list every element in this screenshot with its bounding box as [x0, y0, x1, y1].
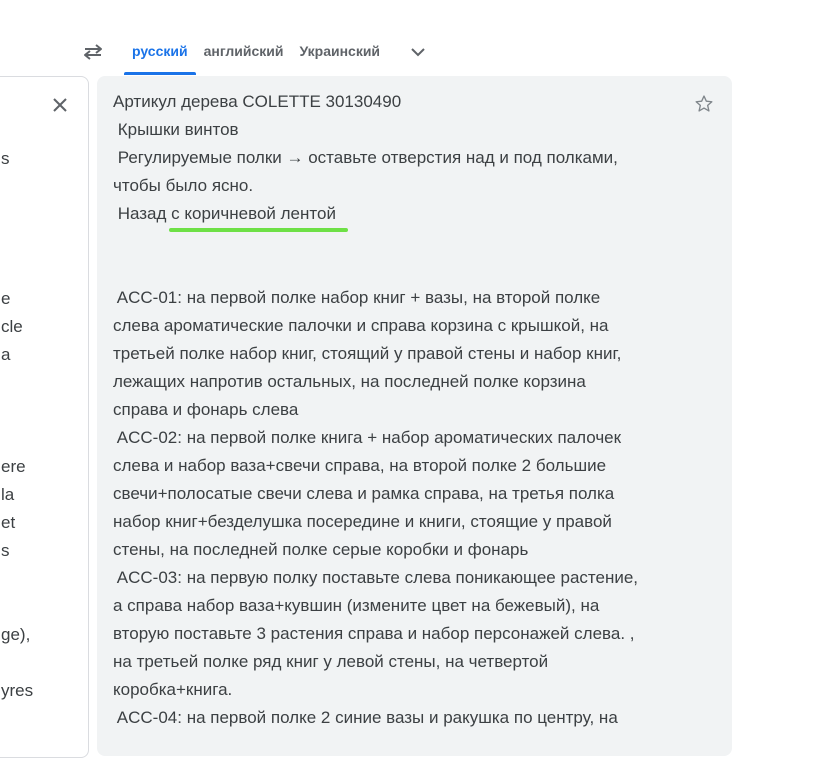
translation-line: коробка+книга. [113, 680, 233, 699]
translation-line: чтобы было ясно. [113, 176, 254, 195]
close-icon [52, 97, 68, 113]
swap-languages-button[interactable] [82, 41, 104, 63]
translation-line: ACC-02: на первой полке книга + набор ароматических палочек [113, 428, 622, 447]
translation-line: справа и фонарь слева [113, 400, 299, 419]
source-text-fragment: a [1, 345, 11, 364]
more-languages-button[interactable] [409, 44, 427, 60]
clear-source-button[interactable] [50, 95, 70, 115]
source-text-fragment: et [1, 513, 16, 532]
translation-line [113, 256, 683, 284]
swap-arrows-icon [83, 44, 103, 60]
translation-line: вторую поставьте 3 растения справа и набор персонажей слева. , [113, 624, 635, 643]
source-text-fragment: cle [1, 317, 23, 336]
save-translation-button[interactable] [693, 93, 715, 115]
translation-line: ACC-04: на первой полке 2 синие вазы и ракушка по центру, на [113, 708, 618, 727]
translation-line: Крышки винтов [113, 120, 239, 139]
translation-line: Регулируемые полки → оставьте отверстия над и под полками, [113, 148, 618, 167]
translation-line: свечи+полосатые свечи слева и рамка справа, на третья полка [113, 484, 615, 503]
tab-ukrainian[interactable]: Украинский [299, 43, 381, 59]
source-text-fragment: ere [1, 457, 26, 476]
source-text-fragment: s [1, 541, 10, 560]
target-language-tabs [124, 35, 388, 75]
tab-russian[interactable]: русский [124, 35, 196, 67]
source-text-panel[interactable] [0, 76, 89, 758]
source-text-fragment: yres [1, 681, 34, 700]
translation-line: слева ароматические палочки и справа корзина с крышкой, на [113, 316, 609, 335]
translation-line: ACC-01: на первой полке набор книг + вазы, на второй полке [113, 288, 601, 307]
translation-line: на третьей полке ряд книг у левой стены, на четвертой [113, 652, 549, 671]
translation-line [113, 228, 683, 256]
translation-line: стены, на последней полке серые коробки и фонарь [113, 540, 529, 559]
translation-line: ACC-03: на первую полку поставьте слева поникающее растение, [113, 568, 639, 587]
chevron-down-icon [411, 48, 425, 57]
source-text-fragment: ge), [1, 625, 31, 644]
translation-line: третьей полке набор книг, стоящий у правой стены и набор книг, [113, 344, 622, 363]
translation-line: слева и набор ваза+свечи справа, на второй полке 2 большие [113, 456, 607, 475]
translation-line: а справа набор ваза+кувшин (измените цвет на бежевый), на [113, 596, 600, 615]
source-text-fragment: e [1, 289, 11, 308]
star-outline-icon [694, 94, 714, 114]
translation-line: набор книг+безделушка посередине и книги, стоящие у правой [113, 512, 612, 531]
source-text-fragment: s [1, 149, 10, 168]
source-text-fragment: la [1, 485, 15, 504]
translation-line: Артикул дерева COLETTE 30130490 [113, 92, 402, 111]
translation-line: лежащих напротив остальных, на последней полке корзина [113, 372, 586, 391]
translation-line: Назад с коричневой лентой [113, 204, 336, 223]
highlight-underline [169, 228, 348, 232]
tab-english[interactable]: английский [203, 43, 284, 59]
translation-text [113, 88, 683, 732]
